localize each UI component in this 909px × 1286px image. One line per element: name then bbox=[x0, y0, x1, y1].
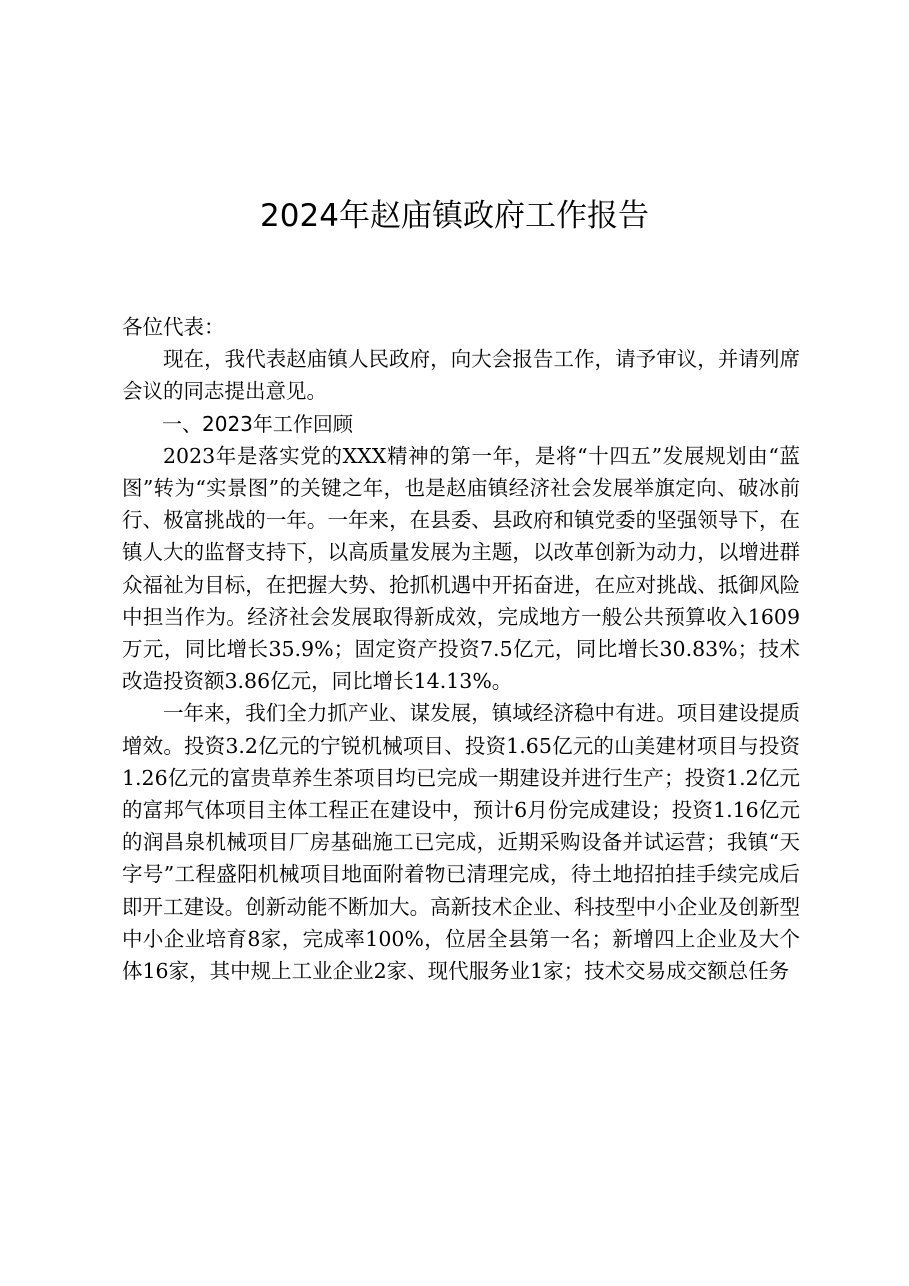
salutation: 各位代表： bbox=[122, 315, 225, 339]
economy-paragraph: 一年来，我们全力抓产业、谋发展，镇域经济稳中有进。项目建设提质增效。投资3.2亿元的宁锐机械项目、投资1.65亿元的山美建材项目与投资1.26亿元的富贵草养生茶项目均已完成一期建设并进行生产；投资1.2亿元的富邦气体项目主体工程正在建设中，预计6月份完成建设；投资1.16亿元的润昌泉机械项目厂房基础施工已完成，近期采购设备并试运营；我镇“天字号”工程盛阳机械项目地面附着物已清理完成，待土地招拍挂手续完成后即开工建设。创新动能不断加大。高新技术企业、科技型中小企业及创新型中小企业培育8家，完成率100%，位居全县第一名；新增四上企业及大个体16家，其中规上工业企业2家、现代服务业1家；技术交易成交额总任务 bbox=[122, 701, 800, 984]
document-body bbox=[122, 311, 800, 987]
intro-paragraph: 现在，我代表赵庙镇人民政府，向大会报告工作，请予审议，并请列席会议的同志提出意见。 bbox=[122, 347, 800, 404]
section-heading: 一、2023年工作回顾 bbox=[162, 411, 353, 436]
document-title: 2024年赵庙镇政府工作报告 bbox=[260, 198, 649, 234]
review-paragraph: 2023年是落实党的XXX精神的第一年，是将“十四五”发展规划由“蓝图”转为“实景图”的关键之年，也是赵庙镇经济社会发展举旗定向、破冰前行、极富挑战的一年。一年来，在县委、县政府和镇党委的坚强领导下，在镇人大的监督支持下，以高质量发展为主题，以改革创新为动力，以增进群众福祉为目标，在把握大势、抢抓机遇中开拓奋进，在应对挑战、抵御风险中担当作为。经济社会发展取得新成效，完成地方一般公共预算收入1609万元，同比增长35.9%；固定资产投资7.5亿元，同比增长30.83%；技术改造投资额3.86亿元，同比增长14.13%。 bbox=[122, 443, 800, 694]
